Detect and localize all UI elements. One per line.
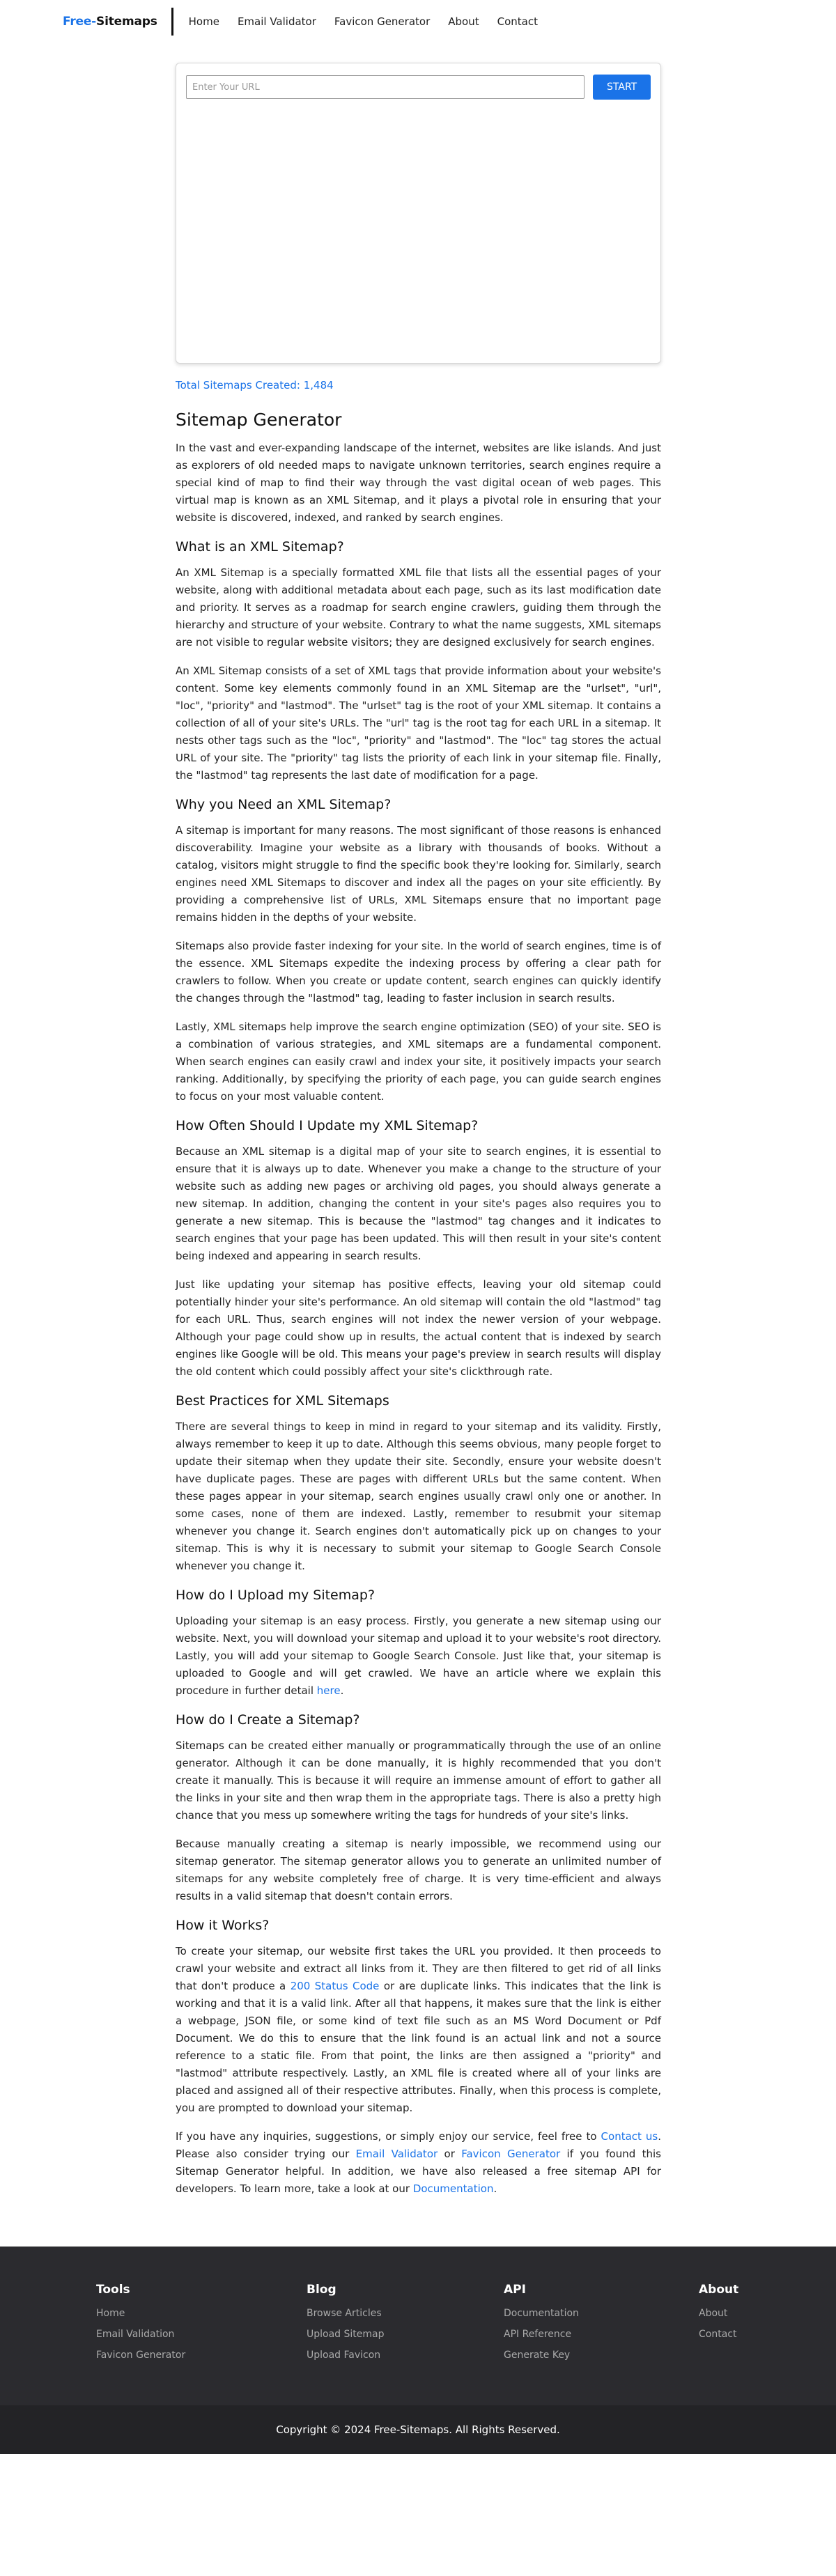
url-input[interactable] [186, 75, 585, 99]
favicon-generator-link[interactable]: Favicon Generator [461, 2148, 561, 2160]
page-title: Sitemap Generator [176, 410, 342, 430]
footer-heading-blog: Blog [307, 2283, 336, 2297]
paragraph: An XML Sitemap is a specially formatted XML file that lists all the essential pages of your website, along with additional metadata about each page, such as its last modification date and priority. It serves as a roadmap for search engine crawlers, guiding them through the hierarchy and structure of your website. Contrary to what the name suggests, XML sitemaps are not visible to regular website visitors; they are designed exclusively for search engines. [176, 566, 661, 649]
footer-col-blog [307, 2283, 385, 2371]
nav-favicon-generator[interactable]: Favicon Generator [334, 15, 431, 28]
url-form [186, 75, 651, 100]
section-title-how-often: How Often Should I Update my XML Sitemap? [176, 1118, 479, 1133]
sitemap-tool-card [176, 63, 661, 364]
paragraph [176, 1613, 661, 1700]
paragraph [176, 2128, 661, 2198]
section-title-create: How do I Create a Sitemap? [176, 1712, 360, 1728]
section-title-what-is: What is an XML Sitemap? [176, 539, 344, 554]
footer-link-generate-key[interactable]: Generate Key [504, 2350, 571, 2361]
copyright-bar [0, 2405, 836, 2454]
footer-link-documentation[interactable]: Documentation [504, 2308, 579, 2319]
paragraph: Because an XML sitemap is a digital map of your site to search engines, it is essential to ensure that it is always up to date. Whenever you make a change to the structure of your website such as adding new pages or archiving old pages, you should always generate a new sitemap. In addition, changing the content in your site's pages also requires you to generate a new sitemap. This is because the "lastmod" tag changes and it indicates to search engines that your page has been updated. This will then result in your site's content being indexed and appearing in search results. [176, 1145, 661, 1262]
paragraph: Sitemaps can be created either manually or programmatically through the use of an online generator. Although it can be done manually, it is highly recommended that you don't create it manually. This is because it will require an immense amount of effort to gather all the links in your site and then wrap them in the appropriate tags. There is also a pretty high chance that you mess up somewhere writing the tags for hundreds of your site's links. [176, 1739, 661, 1822]
paragraph: Lastly, XML sitemaps help improve the search engine optimization (SEO) of your site. SEO is a combination of various strategies, and XML sitemaps are a fundamental component. When search engines can easily crawl and index your site, it positively impacts your search ranking. Additionally, by specifying the priority of each page, you can guide search engines to focus on your most valuable content. [176, 1021, 661, 1103]
footer-link-browse-articles[interactable]: Browse Articles [307, 2308, 382, 2319]
nav-contact[interactable]: Contact [497, 15, 538, 28]
footer-heading-tools: Tools [96, 2283, 130, 2297]
status-code-link[interactable]: 200 Status Code [290, 1980, 380, 1992]
footer-link-api-reference[interactable]: API Reference [504, 2329, 572, 2340]
nav-email-validator[interactable]: Email Validator [237, 15, 316, 28]
logo-part-2: Sitemaps [96, 15, 157, 29]
paragraph [176, 1943, 661, 2117]
text: . [340, 1684, 344, 1697]
total-sitemaps-label: Total Sitemaps Created: [176, 379, 300, 391]
nav-about[interactable]: About [448, 15, 479, 28]
email-validator-link[interactable]: Email Validator [355, 2148, 438, 2160]
footer-col-api [504, 2283, 579, 2371]
text: Uploading your sitemap is an easy process. Firstly, you generate a new sitemap using our website. Next, you will download your sitemap and upload it to your website's root directory. Lastly, you will add your sitemap to Google Search Console. Just like that, your sitemap is uploaded to Google and will get crawled. We have an article where we explain this procedure in further detail [176, 1615, 661, 1697]
total-sitemaps-count: 1,484 [303, 379, 334, 391]
total-sitemaps-counter [176, 379, 836, 391]
paragraph: Because manually creating a sitemap is nearly impossible, we recommend using our sitemap generator. The sitemap generator allows you to generate an unlimited number of sitemaps for any website completely free of charge. It is very time-efficient and always results in a valid sitemap that doesn't contain errors. [176, 1838, 661, 1902]
footer-link-contact[interactable]: Contact [699, 2329, 737, 2340]
documentation-link[interactable]: Documentation [412, 2182, 494, 2195]
text: To create your sitemap, our website first takes the URL you provided. It then proceeds to crawl your website and extract all links from it. They are then filtered to get rid of all links that don't produce a [176, 1945, 661, 1992]
main-nav [189, 15, 538, 28]
text: . Please also consider trying our [176, 2130, 661, 2160]
site-footer [0, 2247, 836, 2405]
footer-link-about[interactable]: About [699, 2308, 728, 2319]
site-header [0, 0, 836, 43]
contact-us-link[interactable]: Contact us [601, 2130, 658, 2143]
paragraph: Sitemaps also provide faster indexing for your site. In the world of search engines, time is of the essence. XML Sitemaps expedite the indexing process by offering a clear path for crawlers to follow. When you create or update content, search engines can quickly identify the changes through the "lastmod" tag, leading to faster inclusion in search results. [176, 940, 661, 1004]
here-link[interactable]: here [316, 1684, 341, 1697]
text: or [438, 2148, 462, 2160]
text: . [493, 2182, 497, 2195]
text: If you have any inquiries, suggestions, or simply enjoy our service, feel free to [176, 2130, 601, 2143]
paragraph: A sitemap is important for many reasons. The most significant of those reasons is enhanced discoverability. Imagine your website as a library with thousands of books. Without a catalog, visitors might struggle to find the specific book they're looking for. Similarly, search engines need XML Sitemaps to discover and index all the pages on your site efficiently. By providing a comprehensive list of URLs, XML Sitemaps ensure that no important page remains hidden in the depths of your website. [176, 824, 661, 924]
footer-col-about [699, 2283, 738, 2350]
footer-heading-about: About [699, 2283, 739, 2297]
intro-paragraph: In the vast and ever-expanding landscape of the internet, websites are like islands. And just as explorers of old needed maps to navigate unknown territories, search engines require a special kind of map to find their way through the vast digital ocean of web pages. This virtual map is known as an XML Sitemap, and it plays a pivotal role in ensuring that your website is discovered, indexed, and ranked by search engines. [176, 442, 661, 524]
footer-heading-api: API [504, 2283, 526, 2297]
section-title-best-practices: Best Practices for XML Sitemaps [176, 1393, 389, 1409]
article [176, 410, 661, 2198]
text: or are duplicate links. This indicates that the link is working and that it is a valid link. After all that happens, it makes sure that the link is either a webpage, JSON file, or some kind of text file such as an MS Word Document or Pdf Document. We do this to ensure that the link found is an actual link and not a source reference to a static file. From that point, the links are then assigned a "priority" and "lastmod" attribute respectively. Lastly, an XML file is created where all of your links are placed and assigned all of their respective attributes. Finally, when this process is complete, you are prompted to download your sitemap. [176, 1980, 661, 2114]
footer-link-favicon-generator[interactable]: Favicon Generator [96, 2350, 186, 2361]
footer-link-home[interactable]: Home [96, 2308, 125, 2319]
start-button[interactable]: START [593, 75, 651, 100]
footer-link-upload-sitemap[interactable]: Upload Sitemap [307, 2329, 385, 2340]
header-divider [171, 8, 173, 36]
paragraph: An XML Sitemap consists of a set of XML tags that provide information about your website's content. Some key elements commonly found in an XML Sitemap are the "urlset", "url", "loc", "priority" and "lastmod". The "urlset" tag is the root of your XML sitemap. It contains a collection of all of your site's URLs. The "url" tag is the root tag for each URL in a sitemap. It nests other tags such as the "loc", "priority" and "lastmod". The "loc" tag stores the actual URL of your site. The "priority" tag lists the priority of each link in your sitemap file. Finally, the "lastmod" tag represents the last date of modification for a page. [176, 665, 661, 782]
text: if you found this Sitemap Generator helpful. In addition, we have also released a free sitemap API for developers. To learn more, take a look at our [176, 2148, 661, 2195]
logo-part-1: Free- [63, 15, 97, 29]
footer-link-upload-favicon[interactable]: Upload Favicon [307, 2350, 381, 2361]
nav-home[interactable]: Home [188, 15, 219, 28]
copyright-text: Copyright © 2024 Free-Sitemaps. All Rights Reserved. [276, 2423, 560, 2436]
section-title-upload: How do I Upload my Sitemap? [176, 1588, 376, 1603]
paragraph: Just like updating your sitemap has positive effects, leaving your old sitemap could potentially hinder your site's performance. An old sitemap will contain the old "lastmod" tag for each URL. Thus, search engines will not index the newer version of your webpage. Although your page could show up in results, the actual content that is indexed by search engines like Google will be old. This means your page's preview in search results will display the old content which could possibly affect your site's clickthrough rate. [176, 1278, 661, 1378]
site-logo[interactable] [63, 15, 157, 29]
footer-col-tools [96, 2283, 185, 2371]
footer-link-email-validation[interactable]: Email Validation [96, 2329, 175, 2340]
section-title-how-it-works: How it Works? [176, 1918, 270, 1933]
section-title-why-need: Why you Need an XML Sitemap? [176, 797, 392, 812]
paragraph: There are several things to keep in mind in regard to your sitemap and its validity. Firstly, always remember to keep it up to date. Although this seems obvious, many people forget to update their sitemap when they update their site. Secondly, ensure your website doesn't have duplicate pages. These are pages with different URLs but the same content. When these pages appear in your sitemap, search engines usually crawl only one or another. In some cases, none of them are indexed. Lastly, remember to resubmit your sitemap whenever you change it. Search engines don't automatically pick up on changes to your sitemap. This is why it is necessary to submit your sitemap to Google Search Console whenever you change it. [176, 1420, 661, 1572]
